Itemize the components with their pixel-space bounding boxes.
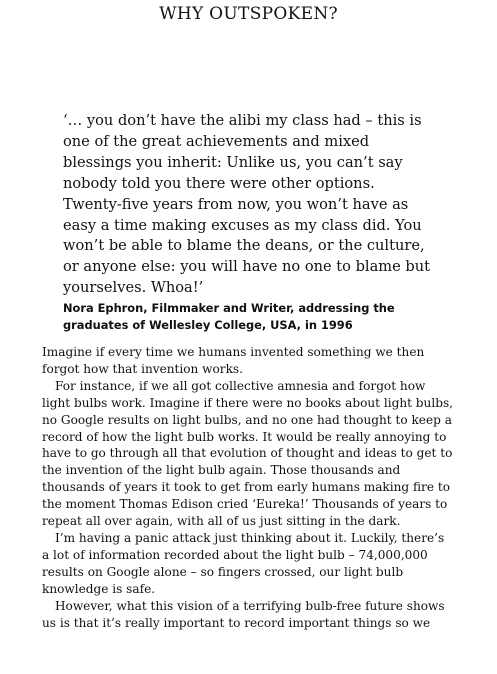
body-line: forgot how that invention works. [42,361,243,376]
quote-line: ‘… you don’t have the alibi my class had – this is [63,112,422,129]
quote-line: one of the great achievements and mixed [63,132,370,150]
quote-line: Twenty-five years from now, you won’t have as [63,195,409,213]
body-line: the moment Thomas Edison cried ‘Eureka!’ Thousands of years to [42,497,448,512]
body-line: record of how the light bulb works. It would be really annoying to [42,429,447,444]
body-line: For instance, if we all got collective amnesia and forgot how [55,378,426,393]
attribution-line: Nora Ephron, Filmmaker and Writer, addressing the [63,301,395,316]
body-text [42,344,472,631]
quote-line: yourselves. Whoa!’ [63,279,204,297]
body-line: a lot of information recorded about the light bulb – 74,000,000 [42,547,428,562]
body-line: results on Google alone – so fingers crossed, our light bulb [42,564,404,579]
body-line: Imagine if every time we humans invented something we then [42,345,425,359]
quote-line: easy a time making excuses as my class did. You [63,216,422,234]
body-line: thousands of years it took to get from early humans making fire to [42,480,450,495]
epigraph-quote [63,111,475,333]
quote-line: or anyone else: you will have no one to blame but [63,258,431,276]
body-line: the invention of the light bulb again. Those thousands and [42,463,401,478]
quote-line: won’t be able to blame the deans, or the culture, [63,237,425,255]
body-line: repeat all over again, with all of us just sitting in the dark. [42,514,401,529]
body-line: have to go through all that evolution of thought and ideas to get to [42,446,453,461]
quote-line: blessings you inherit: Unlike us, you can’t say [63,153,403,171]
attribution-line: graduates of Wellesley College, USA, in 1996 [63,317,353,332]
body-line: us is that it’s really important to record important things so we [42,615,431,630]
body-line: light bulbs work. Imagine if there were no books about light bulbs, [42,395,453,410]
chapter-title: WHY OUTSPOKEN? [159,4,338,24]
body-line: I’m having a panic attack just thinking about it. Luckily, there’s [55,530,445,545]
body-line: no Google results on light bulbs, and no one had thought to keep a [42,412,452,427]
quote-attribution [63,300,475,333]
body-line: However, what this vision of a terrifying bulb-free future shows [55,598,445,613]
quote-line: nobody told you there were other options. [63,174,375,192]
body-line: knowledge is safe. [42,581,156,596]
